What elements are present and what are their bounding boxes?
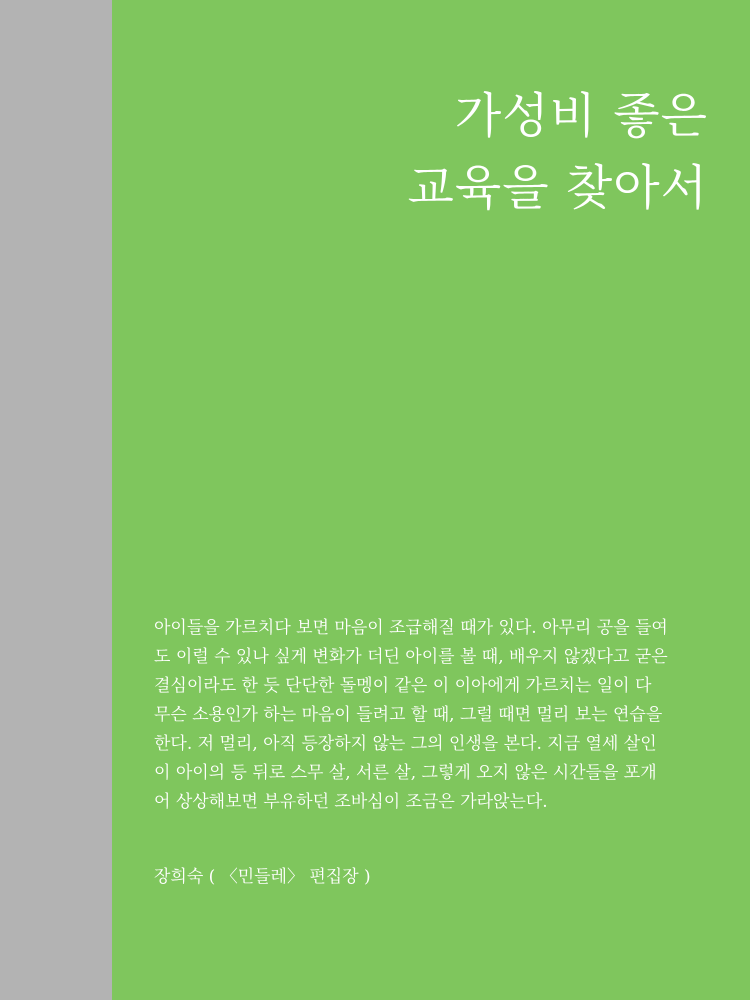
content-panel [112, 0, 750, 1000]
body-line: 이 아이의 등 뒤로 스무 살, 서른 살, 그렇게 오지 않은 시간들을 포개 [154, 763, 657, 783]
side-strip [0, 0, 112, 1000]
page-title [408, 80, 708, 224]
title-line: 가성비 좋은 [454, 88, 708, 144]
body-line: 한다. 저 멀리, 아직 등장하지 않는 그의 인생을 본다. 지금 열세 살인 [154, 734, 657, 754]
body-line: 도 이럴 수 있나 싶게 변화가 더딘 아이를 볼 때, 배우지 않겠다고 굳은 [154, 647, 668, 667]
body-line: 어 상상해보면 부유하던 조바심이 조금은 가라앉는다. [154, 792, 548, 812]
body-line: 무슨 소용인가 하는 마음이 들려고 할 때, 그럴 때면 멀리 보는 연습을 [154, 705, 663, 725]
title-line: 교육을 찾아서 [407, 160, 708, 216]
body-paragraph [154, 614, 710, 817]
author-credit: 장희숙 ( 〈민들레〉 편집장 ) [154, 867, 371, 887]
body-line: 결심이라도 한 듯 단단한 돌멩이 같은 이 이아에게 가르치는 일이 다 [154, 676, 652, 696]
body-line: 아이들을 가르치다 보면 마음이 조급해질 때가 있다. 아무리 공을 들여 [154, 618, 668, 638]
